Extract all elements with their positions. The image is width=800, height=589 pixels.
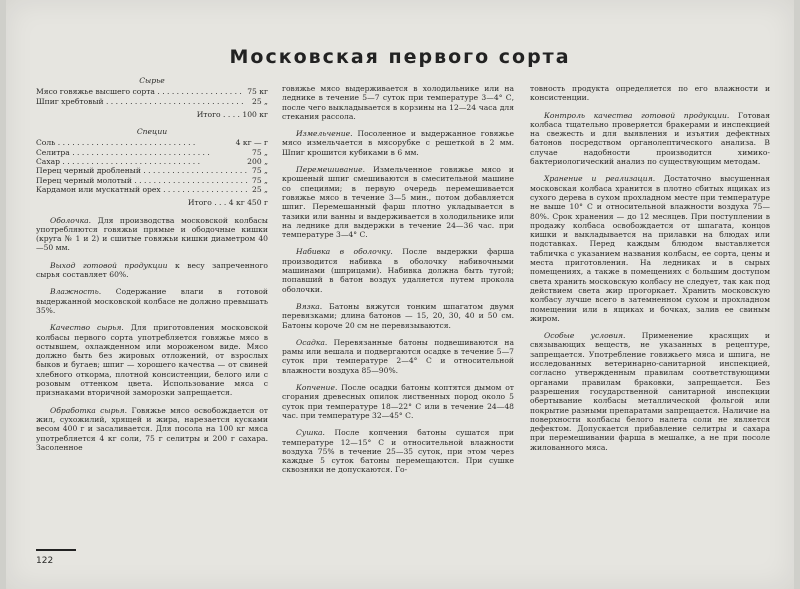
spice-row [36,138,268,147]
paragraph-text: Для производства московской колбасы употребляются говяжьи прямые и ободочные кишки (круга № 1 и 2) и сшитые говяжьи кишки диаметром 40—50 мм. [36,215,268,253]
paragraph-heading: Измельчение. [296,129,353,139]
spices-heading: Специи [136,127,168,137]
paragraph [530,174,770,323]
paragraph [530,331,770,452]
page-number-rule [36,549,76,551]
spice-row-name: Перец черный молотый . . . [36,176,249,185]
paragraph [36,216,268,253]
paragraph [282,247,514,293]
paragraph [36,323,268,397]
paragraph-text: Говяжье мясо освобождается от жил, сухожилий, хрящей и жира, нарезается кусками весом 400 г и засаливается. Для посола на 100 кг мяса употребляется 4 кг соли, 75 г селитры и 200 г сахара. Засоленное [36,405,268,452]
spice-row [36,185,268,194]
paragraph [36,287,268,315]
paragraph-heading: Вязка. [296,301,323,311]
paragraph [36,261,268,280]
column-left [36,76,268,460]
spice-row-value: 75 „ [249,176,268,185]
paragraph-heading: Осадка. [296,337,328,347]
paragraph-text: Измельченное говяжье мясо и крошеный шпиг смешиваются в смесительной машине со специями; в первую очередь перемешивается говяжье мясо в течение 3—5 мин., потом добавляется шпиг. Перемешанный фарш плотно укладывается в тазики или ванны и выдерживается в холодильнике или на леднике для выдержки в течение 24—36 час. при температуре 3—4° С. [282,165,514,240]
spice-row [36,148,268,157]
paragraph-heading: Копчение. [296,383,338,393]
spice-row [36,157,268,166]
spice-row-name: Соль . . . [36,138,233,147]
paragraph-heading: Особые условия. [544,331,626,341]
paragraph-text: Батоны вяжутся тонким шпагатом двумя перевязками; длина батонов — 15, 20, 30, 40 и 50 см. Батоны короче 20 см не перевязываются. [282,301,514,330]
paragraph-text: к весу запреченного сырья составляет 60%. [36,260,268,280]
spice-row-name: Сахар . . . [36,157,244,166]
paragraph-text: Перевязанные батоны подвешиваются на рамы или вешала и подвергаются осадке в течение 5—7 суток при температуре 2—4° С и относительной влажности воздуха 85—90%. [282,337,514,375]
page-title: Московская первого сорта [229,46,571,68]
paragraph [36,406,268,452]
spice-row-value: 75 „ [249,148,268,157]
spice-row-value: 75 „ [249,166,268,175]
paragraph-text: Для приготовления московской колбасы первого сорта употребляется говяжье мясо в остывшем, охлажденном или мороженом виде. Мясо должно быть без жировых отложений, от взрослых быков и бугаев; шпиг — хорошего качества — от свиней хлебного откорма, плотной консистенции, белого или с розовым оттенком цвета. Использование мяса с признаками вторичной заморозки запрещается. [36,323,269,398]
paragraph-text: После осадки батоны коптятся дымом от сгорания древесных опилок лиственных пород около 5 суток при температуре 18—22° С или в течение 24—48 час. при температуре 32—45° С. [282,383,514,420]
spices-total: Итого . . . 4 кг 450 г [187,198,268,208]
paragraph-heading: Оболочка. [50,215,92,225]
ingredient-row-name: Шпиг хребтовый . . . [36,97,249,106]
paragraph [282,428,514,474]
paragraph [282,165,514,239]
paragraph-text: говяжье мясо выдерживается в холодильнике или на леднике в течение 5—7 суток при температуре 3—4° С, после чего выкладывается в корзины на 12—24 часа для стекания рассола. [282,84,514,121]
paragraph [282,129,514,157]
paragraph-heading: Набивка в оболочку. [296,247,393,257]
paragraph-heading: Хранение и реализация. [544,174,656,184]
paragraph [282,84,514,121]
paragraph-text: Достаточно высушенная московская колбаса хранится в плотно сбитых ящиках из сухого дерева в сухом прохладном месте при температуре не выше 10° С и относительной влажности воздуха 75—80%. Срок хранения — до 12 месяцев. При поступлении в продажу колбаса освобождается от шпагата, концов кишки и выкладывается на прилавки на блюдах или подставках. Перед каждым блюдом выставляется табличка с указанием названия колбасы, ее сорта, цены и места приготовления. На ледниках и в сырых помещениях, а также в помещениях с большим доступом света хранить московскую колбасу не следует, так как под действием света жир прогоркает. Хранить московскую колбасу лучше всего в затемненном сухом и прохладном помещении или в ящиках и бочках, залив ее свиным жиром. [530,174,770,323]
ingredient-row-name: Мясо говяжье высшего сорта . . . [36,87,244,96]
paragraph-text: После выдержки фарша производится набивка в оболочку набивочными машинами (шприцами). Набивка должна быть тугой; попавший в батон воздух удаляется путем прокола оболочки. [282,247,515,294]
paragraph-text: Применение красящих и связывающих веществ, не указанных в рецептуре, запрещается. Употребление говяжьего мяса и шпига, не исследованных ветеринарно-санитарной инспекцией, согласно утвержденным правилам соответствующими органами правилам браковки, запрещается. Без разрешения государственной санитарной инспекции обертывание колбасы металлической фольгой или покрытие разными препаратами запрещается. Наличие на поверхности колбасы белого налета соли не является дефектом. Допускается прибавление селитры и сахара при перемешивании фарша в мешалке, а не при посоле жилованного мяса. [530,331,770,452]
paragraph-text: товность продукта определяется по его влажности и консистенции. [530,84,770,103]
paragraph-heading: Обработка сырья. [50,405,128,415]
paragraph [282,383,514,420]
column-right [530,84,770,460]
paragraph-heading: Перемешивание. [296,165,366,175]
paragraph-text: Содержание влаги в готовой выдержанной московской колбасе не должно превышать 35%. [36,287,268,315]
paragraph-text: Готовая колбаса тщательно проверяется бракерами и инспекцией на свежесть и для выявления и изъятия дефектных батонов посредством органолептического анализа. В случае надобности производится химико-бактериологический анализ по существующим методам. [530,110,770,167]
ingredient-row [36,87,268,96]
spice-row-value: 4 кг — г [233,138,268,147]
paragraph-text: Посоленное и выдержанное говяжье мясо измельчается в мясорубке с решеткой в 2 мм. Шпиг крошится кубиками в 6 мм. [282,129,515,157]
spice-row-name: Кардамон или мускатный орех . . . [36,185,249,194]
paragraph [282,302,514,330]
paragraph-heading: Выход готовой продукции [50,260,168,270]
paragraph-heading: Контроль качества готовой продукции. [544,110,730,120]
spice-row-name: Селитра . . . [36,148,249,157]
paragraph-heading: Качество сырья. [50,323,124,333]
ingredient-row [36,97,268,106]
page-number: 122 [36,556,54,566]
raw-total: Итого . . . . 100 кг [196,109,268,119]
raw-heading: Сырье [139,76,165,85]
ingredient-row-value: 75 кг [244,87,268,96]
paragraph-heading: Сушка. [296,428,325,438]
paragraph [530,84,770,103]
paragraph-heading: Влажность. [50,287,102,297]
spice-row-value: 200 „ [244,157,268,166]
column-middle [282,84,514,483]
spice-row-name: Перец черный дробленый . . . [36,166,249,175]
paragraph-text: После копчения батоны сушатся при температуре 12—15° С и относительной влажности воздуха 75% в течение 25—35 суток, при этом через каждые 5 суток батоны перемещаются. При сушке сквозняки не допускаются. Го- [282,428,514,475]
spice-row-value: 25 „ [249,185,268,194]
paragraph [530,111,770,167]
paragraph [282,338,514,375]
ingredient-row-value: 25 „ [249,97,268,106]
spice-row [36,166,268,175]
spice-row [36,176,268,185]
